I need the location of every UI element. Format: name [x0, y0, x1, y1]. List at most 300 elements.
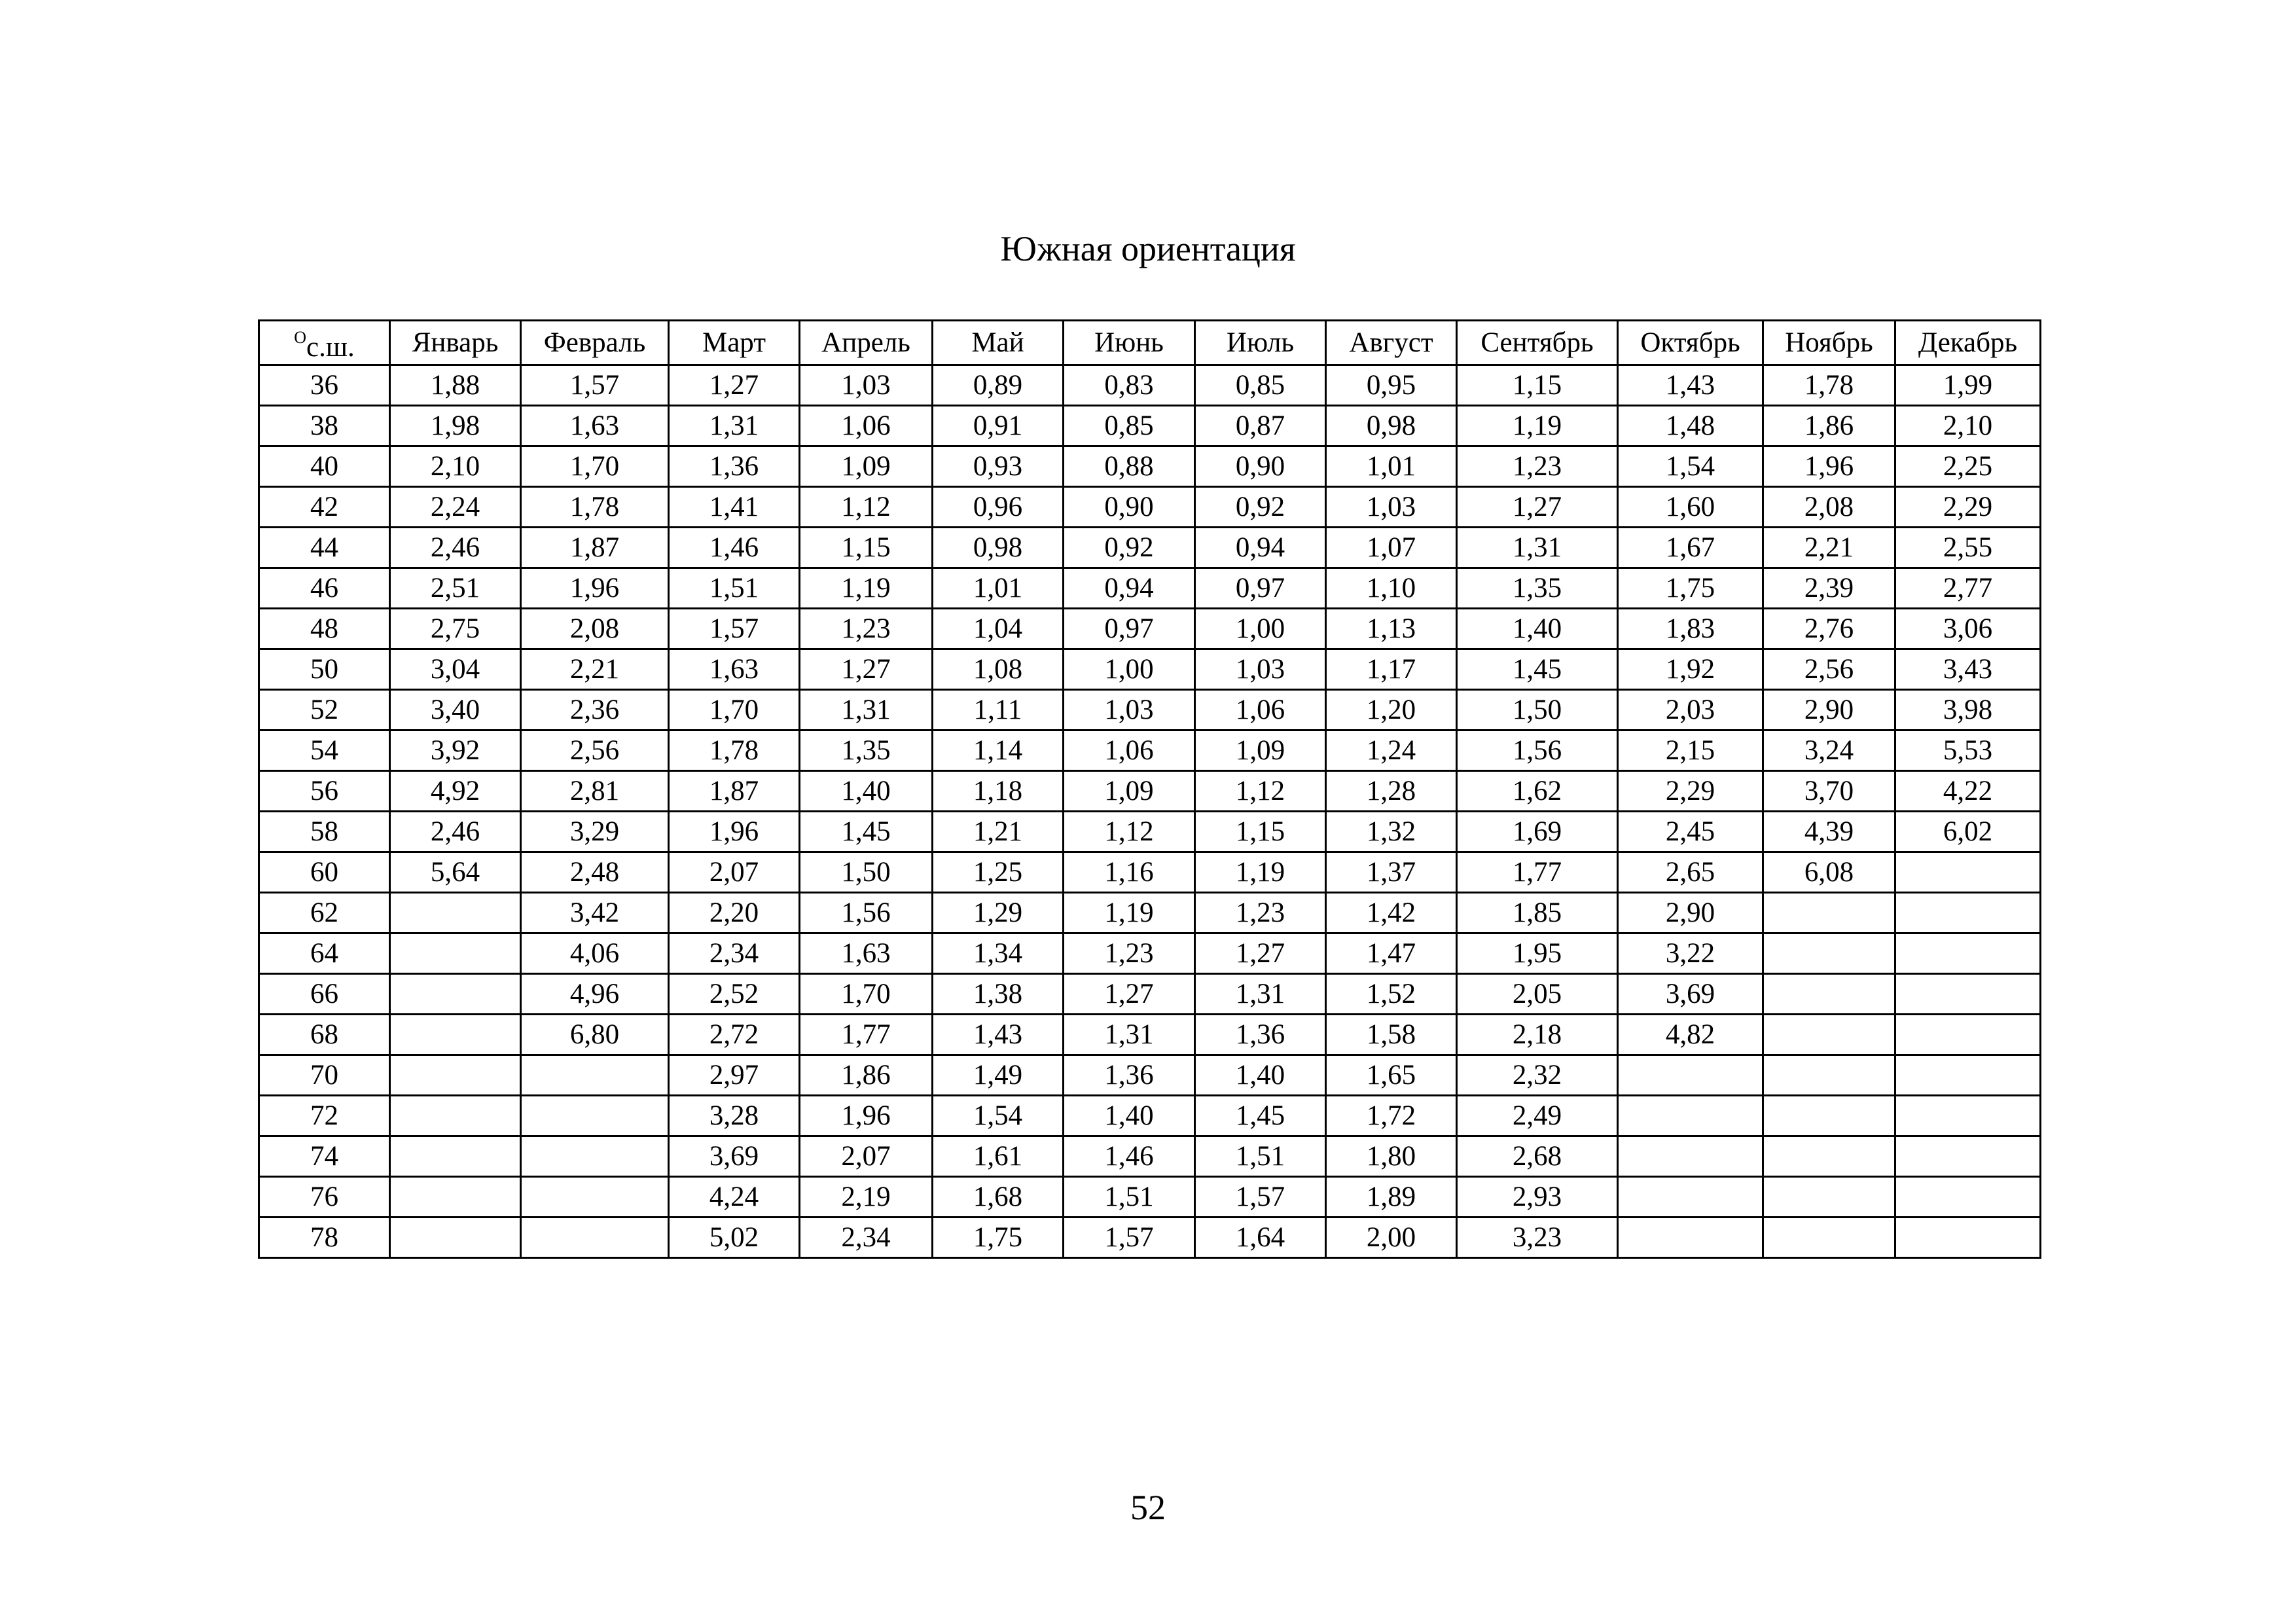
value-cell: 1,35 — [1457, 568, 1618, 609]
value-cell: 1,19 — [1457, 406, 1618, 446]
value-cell: 2,21 — [521, 649, 669, 690]
value-cell: 1,78 — [1763, 365, 1895, 406]
value-cell: 1,63 — [800, 933, 933, 974]
value-cell: 1,16 — [1064, 852, 1195, 893]
value-cell: 1,77 — [800, 1015, 933, 1055]
value-cell: 1,32 — [1326, 812, 1457, 852]
value-cell: 1,37 — [1326, 852, 1457, 893]
value-cell: 2,00 — [1326, 1218, 1457, 1258]
value-cell: 1,78 — [669, 731, 800, 771]
table-row — [259, 690, 2041, 731]
table-row — [259, 649, 2041, 690]
value-cell: 3,69 — [1618, 974, 1763, 1015]
value-cell: 1,98 — [390, 406, 521, 446]
latitude-cell: 46 — [259, 568, 390, 609]
value-cell: 1,29 — [933, 893, 1064, 933]
value-cell — [390, 893, 521, 933]
value-cell: 1,40 — [1195, 1055, 1326, 1096]
value-cell — [1763, 1177, 1895, 1218]
value-cell: 2,46 — [390, 812, 521, 852]
value-cell: 0,90 — [1064, 487, 1195, 528]
value-cell: 2,51 — [390, 568, 521, 609]
value-cell: 1,51 — [1195, 1136, 1326, 1177]
value-cell — [1618, 1136, 1763, 1177]
value-cell: 1,47 — [1326, 933, 1457, 974]
value-cell: 1,18 — [933, 771, 1064, 812]
value-cell: 1,61 — [933, 1136, 1064, 1177]
value-cell: 2,08 — [1763, 487, 1895, 528]
value-cell: 1,23 — [1457, 446, 1618, 487]
value-cell — [1763, 1015, 1895, 1055]
value-cell: 1,00 — [1064, 649, 1195, 690]
value-cell — [390, 1096, 521, 1136]
value-cell: 1,87 — [669, 771, 800, 812]
value-cell: 1,27 — [1195, 933, 1326, 974]
value-cell: 2,07 — [800, 1136, 933, 1177]
value-cell — [1763, 893, 1895, 933]
value-cell: 1,68 — [933, 1177, 1064, 1218]
value-cell: 3,22 — [1618, 933, 1763, 974]
value-cell: 1,85 — [1457, 893, 1618, 933]
value-cell — [1895, 852, 2041, 893]
value-cell — [1618, 1177, 1763, 1218]
table-row — [259, 1177, 2041, 1218]
value-cell: 1,45 — [800, 812, 933, 852]
value-cell: 1,38 — [933, 974, 1064, 1015]
header-month: Июль — [1195, 321, 1326, 365]
value-cell: 1,67 — [1618, 528, 1763, 568]
latitude-cell: 56 — [259, 771, 390, 812]
table-row — [259, 1136, 2041, 1177]
latitude-cell: 58 — [259, 812, 390, 852]
value-cell: 2,65 — [1618, 852, 1763, 893]
value-cell — [521, 1055, 669, 1096]
value-cell: 1,41 — [669, 487, 800, 528]
value-cell: 2,24 — [390, 487, 521, 528]
value-cell: 2,52 — [669, 974, 800, 1015]
table-row — [259, 406, 2041, 446]
value-cell — [390, 933, 521, 974]
value-cell — [1895, 933, 2041, 974]
value-cell: 1,78 — [521, 487, 669, 528]
header-month: Октябрь — [1618, 321, 1763, 365]
latitude-cell: 38 — [259, 406, 390, 446]
value-cell: 2,36 — [521, 690, 669, 731]
value-cell: 1,51 — [1064, 1177, 1195, 1218]
value-cell: 0,92 — [1064, 528, 1195, 568]
value-cell: 3,98 — [1895, 690, 2041, 731]
value-cell: 0,87 — [1195, 406, 1326, 446]
table-row — [259, 893, 2041, 933]
latitude-cell: 52 — [259, 690, 390, 731]
latitude-cell: 62 — [259, 893, 390, 933]
value-cell: 1,15 — [800, 528, 933, 568]
value-cell: 1,36 — [669, 446, 800, 487]
value-cell — [521, 1096, 669, 1136]
value-cell: 1,09 — [1195, 731, 1326, 771]
value-cell: 0,98 — [1326, 406, 1457, 446]
value-cell: 0,85 — [1064, 406, 1195, 446]
value-cell: 1,34 — [933, 933, 1064, 974]
value-cell: 1,57 — [1064, 1218, 1195, 1258]
value-cell: 4,39 — [1763, 812, 1895, 852]
header-row — [259, 321, 2041, 365]
value-cell: 1,57 — [669, 609, 800, 649]
value-cell: 2,34 — [669, 933, 800, 974]
latitude-cell: 70 — [259, 1055, 390, 1096]
latitude-cell: 44 — [259, 528, 390, 568]
value-cell: 1,31 — [669, 406, 800, 446]
value-cell: 1,35 — [800, 731, 933, 771]
value-cell: 1,96 — [1763, 446, 1895, 487]
value-cell: 2,15 — [1618, 731, 1763, 771]
value-cell: 1,27 — [1064, 974, 1195, 1015]
header-month: Май — [933, 321, 1064, 365]
latitude-cell: 78 — [259, 1218, 390, 1258]
value-cell: 1,42 — [1326, 893, 1457, 933]
value-cell: 1,36 — [1064, 1055, 1195, 1096]
value-cell — [521, 1136, 669, 1177]
value-cell: 2,07 — [669, 852, 800, 893]
value-cell: 1,13 — [1326, 609, 1457, 649]
value-cell: 2,81 — [521, 771, 669, 812]
value-cell: 2,48 — [521, 852, 669, 893]
value-cell: 1,27 — [800, 649, 933, 690]
value-cell: 1,06 — [800, 406, 933, 446]
value-cell: 4,92 — [390, 771, 521, 812]
value-cell: 2,34 — [800, 1218, 933, 1258]
value-cell: 1,92 — [1618, 649, 1763, 690]
value-cell: 0,90 — [1195, 446, 1326, 487]
value-cell: 2,18 — [1457, 1015, 1618, 1055]
value-cell: 1,86 — [800, 1055, 933, 1096]
value-cell: 2,29 — [1618, 771, 1763, 812]
value-cell: 4,96 — [521, 974, 669, 1015]
value-cell: 1,43 — [933, 1015, 1064, 1055]
value-cell: 1,86 — [1763, 406, 1895, 446]
value-cell: 3,43 — [1895, 649, 2041, 690]
table-row — [259, 852, 2041, 893]
table-row — [259, 528, 2041, 568]
value-cell: 2,77 — [1895, 568, 2041, 609]
value-cell: 2,19 — [800, 1177, 933, 1218]
value-cell: 5,64 — [390, 852, 521, 893]
value-cell: 1,06 — [1195, 690, 1326, 731]
value-cell: 1,24 — [1326, 731, 1457, 771]
value-cell: 1,15 — [1457, 365, 1618, 406]
value-cell: 1,43 — [1618, 365, 1763, 406]
value-cell: 1,70 — [669, 690, 800, 731]
value-cell: 1,56 — [1457, 731, 1618, 771]
value-cell: 2,97 — [669, 1055, 800, 1096]
value-cell: 3,23 — [1457, 1218, 1618, 1258]
table-row — [259, 365, 2041, 406]
table-row — [259, 933, 2041, 974]
value-cell: 2,08 — [521, 609, 669, 649]
value-cell — [390, 1015, 521, 1055]
value-cell: 1,27 — [669, 365, 800, 406]
value-cell: 1,11 — [933, 690, 1064, 731]
value-cell: 0,89 — [933, 365, 1064, 406]
value-cell — [1895, 1096, 2041, 1136]
value-cell: 1,23 — [800, 609, 933, 649]
value-cell: 4,82 — [1618, 1015, 1763, 1055]
value-cell: 1,07 — [1326, 528, 1457, 568]
latitude-cell: 40 — [259, 446, 390, 487]
value-cell — [521, 1218, 669, 1258]
value-cell — [1618, 1096, 1763, 1136]
value-cell: 2,76 — [1763, 609, 1895, 649]
value-cell: 0,83 — [1064, 365, 1195, 406]
value-cell: 1,20 — [1326, 690, 1457, 731]
value-cell: 2,03 — [1618, 690, 1763, 731]
value-cell: 1,08 — [933, 649, 1064, 690]
value-cell — [1618, 1218, 1763, 1258]
value-cell: 2,49 — [1457, 1096, 1618, 1136]
table-row — [259, 446, 2041, 487]
table-row — [259, 812, 2041, 852]
value-cell: 2,93 — [1457, 1177, 1618, 1218]
value-cell: 1,10 — [1326, 568, 1457, 609]
value-cell — [1895, 974, 2041, 1015]
value-cell — [1763, 1218, 1895, 1258]
value-cell: 1,31 — [1195, 974, 1326, 1015]
latitude-cell: 64 — [259, 933, 390, 974]
table-row — [259, 487, 2041, 528]
value-cell: 3,06 — [1895, 609, 2041, 649]
value-cell: 1,03 — [1195, 649, 1326, 690]
header-month: Март — [669, 321, 800, 365]
value-cell: 2,56 — [521, 731, 669, 771]
value-cell: 1,12 — [1064, 812, 1195, 852]
value-cell: 1,31 — [800, 690, 933, 731]
value-cell: 1,57 — [1195, 1177, 1326, 1218]
value-cell: 1,48 — [1618, 406, 1763, 446]
value-cell — [521, 1177, 669, 1218]
value-cell: 1,50 — [1457, 690, 1618, 731]
value-cell: 1,72 — [1326, 1096, 1457, 1136]
value-cell: 4,22 — [1895, 771, 2041, 812]
value-cell: 2,25 — [1895, 446, 2041, 487]
table-row — [259, 1055, 2041, 1096]
value-cell: 0,98 — [933, 528, 1064, 568]
value-cell: 3,04 — [390, 649, 521, 690]
value-cell — [390, 974, 521, 1015]
value-cell: 0,96 — [933, 487, 1064, 528]
value-cell: 1,99 — [1895, 365, 2041, 406]
value-cell — [1763, 1096, 1895, 1136]
value-cell: 1,45 — [1457, 649, 1618, 690]
value-cell: 1,14 — [933, 731, 1064, 771]
value-cell: 1,54 — [933, 1096, 1064, 1136]
table-body — [259, 365, 2041, 1258]
value-cell: 1,57 — [521, 365, 669, 406]
value-cell — [1763, 1136, 1895, 1177]
value-cell: 1,15 — [1195, 812, 1326, 852]
header-latitude-label: с.ш. — [306, 332, 355, 363]
latitude-cell: 74 — [259, 1136, 390, 1177]
value-cell: 1,21 — [933, 812, 1064, 852]
value-cell: 1,65 — [1326, 1055, 1457, 1096]
header-month: Июнь — [1064, 321, 1195, 365]
latitude-cell: 76 — [259, 1177, 390, 1218]
value-cell: 1,80 — [1326, 1136, 1457, 1177]
value-cell: 2,55 — [1895, 528, 2041, 568]
value-cell: 1,50 — [800, 852, 933, 893]
latitude-cell: 60 — [259, 852, 390, 893]
page-title: Южная ориентация — [1000, 229, 1296, 268]
value-cell — [1895, 1055, 2041, 1096]
table-row — [259, 1218, 2041, 1258]
value-cell: 3,29 — [521, 812, 669, 852]
value-cell: 1,77 — [1457, 852, 1618, 893]
value-cell: 0,94 — [1064, 568, 1195, 609]
latitude-cell: 36 — [259, 365, 390, 406]
value-cell: 2,75 — [390, 609, 521, 649]
value-cell: 3,28 — [669, 1096, 800, 1136]
value-cell: 1,36 — [1195, 1015, 1326, 1055]
value-cell: 1,40 — [1064, 1096, 1195, 1136]
value-cell: 1,96 — [800, 1096, 933, 1136]
value-cell: 2,56 — [1763, 649, 1895, 690]
latitude-cell: 48 — [259, 609, 390, 649]
latitude-cell: 54 — [259, 731, 390, 771]
value-cell — [1763, 974, 1895, 1015]
value-cell: 0,91 — [933, 406, 1064, 446]
value-cell: 1,19 — [1064, 893, 1195, 933]
value-cell: 1,12 — [1195, 771, 1326, 812]
value-cell: 2,90 — [1763, 690, 1895, 731]
value-cell — [390, 1177, 521, 1218]
value-cell: 0,94 — [1195, 528, 1326, 568]
value-cell: 1,60 — [1618, 487, 1763, 528]
value-cell: 0,88 — [1064, 446, 1195, 487]
value-cell: 0,95 — [1326, 365, 1457, 406]
value-cell: 1,19 — [1195, 852, 1326, 893]
value-cell: 1,45 — [1195, 1096, 1326, 1136]
value-cell: 1,52 — [1326, 974, 1457, 1015]
value-cell: 1,96 — [669, 812, 800, 852]
value-cell: 1,04 — [933, 609, 1064, 649]
value-cell: 3,92 — [390, 731, 521, 771]
value-cell: 1,27 — [1457, 487, 1618, 528]
value-cell: 1,75 — [1618, 568, 1763, 609]
value-cell: 1,03 — [1326, 487, 1457, 528]
value-cell — [1895, 1136, 2041, 1177]
value-cell: 1,89 — [1326, 1177, 1457, 1218]
value-cell: 1,46 — [1064, 1136, 1195, 1177]
value-cell: 1,00 — [1195, 609, 1326, 649]
value-cell: 1,56 — [800, 893, 933, 933]
value-cell — [1895, 1015, 2041, 1055]
header-month: Февраль — [521, 321, 669, 365]
value-cell: 1,01 — [933, 568, 1064, 609]
value-cell: 1,25 — [933, 852, 1064, 893]
value-cell: 1,70 — [800, 974, 933, 1015]
value-cell — [1763, 933, 1895, 974]
value-cell: 1,03 — [800, 365, 933, 406]
value-cell: 1,63 — [521, 406, 669, 446]
value-cell: 1,83 — [1618, 609, 1763, 649]
value-cell: 3,24 — [1763, 731, 1895, 771]
header-month: Декабрь — [1895, 321, 2041, 365]
value-cell: 1,06 — [1064, 731, 1195, 771]
value-cell: 2,32 — [1457, 1055, 1618, 1096]
header-month: Январь — [390, 321, 521, 365]
header-month: Апрель — [800, 321, 933, 365]
table-row — [259, 1096, 2041, 1136]
value-cell: 1,96 — [521, 568, 669, 609]
value-cell: 1,09 — [800, 446, 933, 487]
latitude-cell: 72 — [259, 1096, 390, 1136]
latitude-cell: 42 — [259, 487, 390, 528]
value-cell: 1,63 — [669, 649, 800, 690]
value-cell: 1,40 — [800, 771, 933, 812]
latitude-cell: 68 — [259, 1015, 390, 1055]
value-cell — [390, 1055, 521, 1096]
value-cell: 2,05 — [1457, 974, 1618, 1015]
value-cell: 1,09 — [1064, 771, 1195, 812]
value-cell: 2,10 — [390, 446, 521, 487]
table-row — [259, 974, 2041, 1015]
value-cell: 1,12 — [800, 487, 933, 528]
value-cell: 4,24 — [669, 1177, 800, 1218]
value-cell: 2,68 — [1457, 1136, 1618, 1177]
value-cell — [1895, 1177, 2041, 1218]
value-cell: 1,87 — [521, 528, 669, 568]
value-cell: 1,49 — [933, 1055, 1064, 1096]
value-cell: 2,10 — [1895, 406, 2041, 446]
value-cell: 1,88 — [390, 365, 521, 406]
value-cell: 2,29 — [1895, 487, 2041, 528]
header-latitude — [259, 321, 390, 365]
header-month: Сентябрь — [1457, 321, 1618, 365]
value-cell: 6,08 — [1763, 852, 1895, 893]
header-month: Ноябрь — [1763, 321, 1895, 365]
value-cell: 1,62 — [1457, 771, 1618, 812]
value-cell: 1,70 — [521, 446, 669, 487]
value-cell — [1895, 1218, 2041, 1258]
value-cell: 1,58 — [1326, 1015, 1457, 1055]
value-cell: 0,93 — [933, 446, 1064, 487]
value-cell — [390, 1136, 521, 1177]
latitude-cell: 66 — [259, 974, 390, 1015]
value-cell: 3,69 — [669, 1136, 800, 1177]
value-cell: 1,54 — [1618, 446, 1763, 487]
degree-superscript: О — [294, 328, 307, 347]
table-row — [259, 771, 2041, 812]
value-cell: 2,39 — [1763, 568, 1895, 609]
value-cell: 2,21 — [1763, 528, 1895, 568]
value-cell: 1,69 — [1457, 812, 1618, 852]
value-cell: 2,45 — [1618, 812, 1763, 852]
value-cell: 4,06 — [521, 933, 669, 974]
orientation-table — [258, 319, 2041, 1259]
value-cell: 3,42 — [521, 893, 669, 933]
value-cell: 6,80 — [521, 1015, 669, 1055]
value-cell: 1,46 — [669, 528, 800, 568]
value-cell: 1,51 — [669, 568, 800, 609]
value-cell: 1,23 — [1064, 933, 1195, 974]
value-cell: 1,28 — [1326, 771, 1457, 812]
value-cell: 5,53 — [1895, 731, 2041, 771]
value-cell: 1,23 — [1195, 893, 1326, 933]
value-cell: 5,02 — [669, 1218, 800, 1258]
latitude-cell: 50 — [259, 649, 390, 690]
table-row — [259, 1015, 2041, 1055]
value-cell: 1,31 — [1457, 528, 1618, 568]
value-cell: 1,95 — [1457, 933, 1618, 974]
